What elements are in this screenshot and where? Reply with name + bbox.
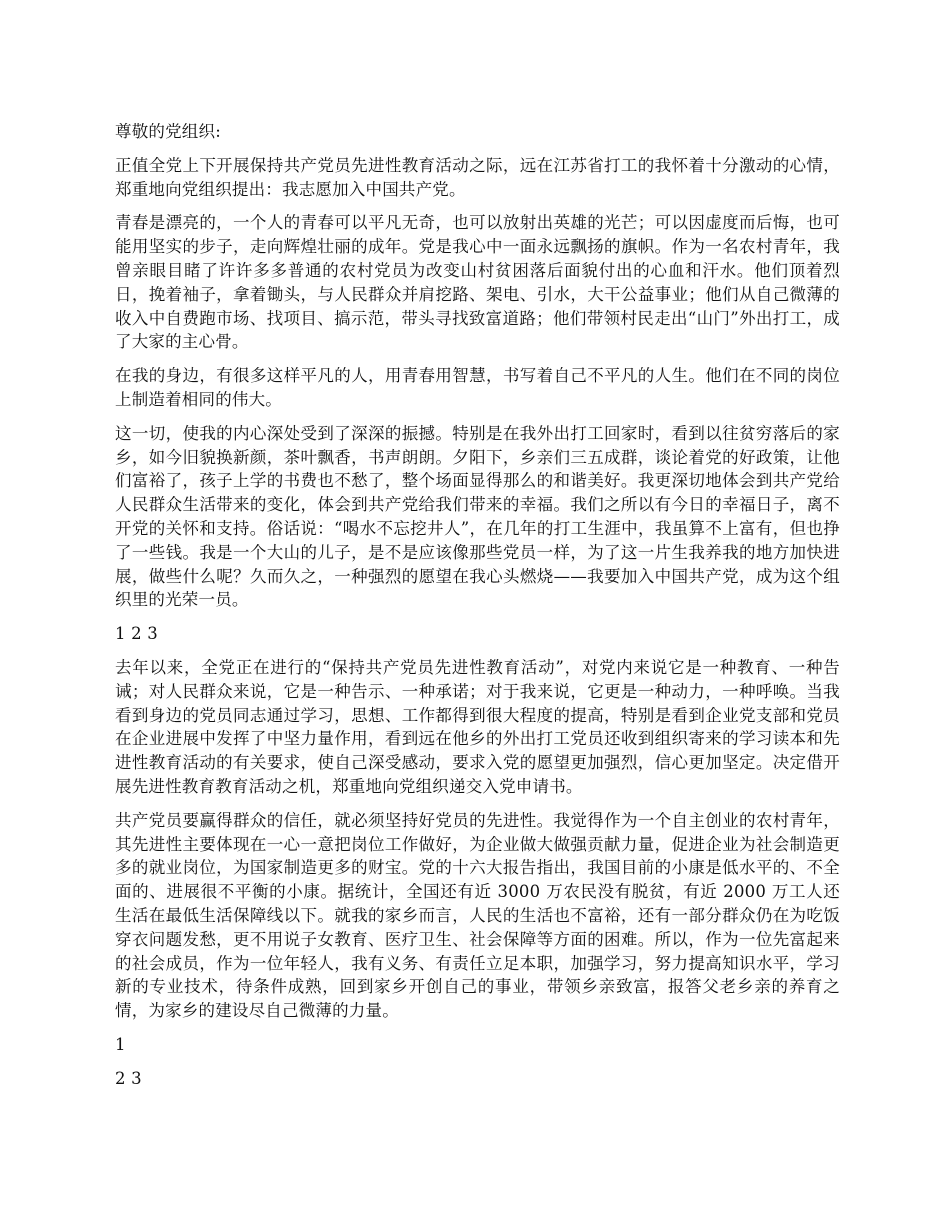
body-paragraph: 青春是漂亮的，一个人的青春可以平凡无奇，也可以放射出英雄的光芒；可以因虚度而后悔，也可能用坚实的步子，走向辉煌壮丽的成年。党是我心中一面永远飘扬的旗帜。作为一名农村青年，我曾亲眼目睹了许许多多普通的农村党员为改变山村贫困落后面貌付出的心血和汗水。他们顶着烈日，挽着袖子，拿着锄头，与人民群众并肩挖路、架电、引水，大干公益事业；他们从自己微薄的收入中自费跑市场、找项目、搞示范，带头寻找致富道路；他们带领村民走出“山门”外出打工，成了大家的主心骨。: [115, 213, 840, 352]
document-page: [115, 120, 840, 1100]
body-paragraph: 共产党员要赢得群众的信任，就必须坚持好党员的先进性。我觉得作为一个自主创业的农村青年，其先进性主要体现在一心一意把岗位工作做好，为企业做大做强贡献力量，促进企业为社会制造更多的就业岗位，为国家制造更多的财宝。党的十六大报告指出，我国目前的小康是低水平的、不全面的、进展很不平衡的小康。据统计，全国还有近 3000 万农民没有脱贫，有近 2000 万工人还生活在最低生活保障线以下。就我的家乡而言，人民的生活也不富裕，还有一部分群众仍在为吃饭穿衣问题发愁，更不用说子女教育、医疗卫生、社会保障等方面的困难。所以，作为一位先富起来的社会成员，作为一位年轻人，我有义务、有责任立足本职，加强学习，努力提高知识水平，学习新的专业技术，待条件成熟，回到家乡开创自己的事业，带领乡亲致富，报答父老乡亲的养育之情，为家乡的建设尽自己微薄的力量。: [115, 810, 840, 1021]
body-paragraph: 这一切，使我的内心深处受到了深深的振撼。特别是在我外出打工回家时，看到以往贫穷落后的家乡，如今旧貌换新颜，茶叶飘香，书声朗朗。夕阳下，乡亲们三五成群，谈论着党的好政策，让他们富裕了，孩子上学的书费也不愁了，整个场面显得那么的和谐美好。我更深切地体会到共产党给人民群众生活带来的变化，体会到共产党给我们带来的幸福。我们之所以有今日的幸福日子，离不开党的关怀和支持。俗话说：“喝水不忘挖井人”，在几年的打工生涯中，我虽算不上富有，但也挣了一些钱。我是一个大山的儿子，是不是应该像那些党员一样，为了这一片生我养我的地方加快进展，做些什么呢？久而久之，一种强烈的愿望在我心头燃烧——我要加入中国共产党，成为这个组织里的光荣一员。: [115, 423, 840, 610]
body-paragraph: 在我的身边，有很多这样平凡的人，用青春用智慧，书写着自己不平凡的人生。他们在不同的岗位上制造着相同的伟大。: [115, 366, 840, 409]
page-number-marker: 1: [115, 1034, 126, 1054]
page-number-marker: 1 2 3: [115, 624, 158, 644]
page-number-marker: 2 3: [115, 1068, 142, 1088]
salutation: 尊敬的党组织:: [115, 122, 221, 141]
body-paragraph: 去年以来，全党正在进行的“保持共产党员先进性教育活动”，对党内来说它是一种教育、一种告诫；对人民群众来说，它是一种告示、一种承诺；对于我来说，它更是一种动力，一种呼唤。当我看到身边的党员同志通过学习，思想、工作都得到很大程度的提高，特别是看到企业党支部和党员在企业进展中发挥了中坚力量作用，看到远在他乡的外出打工党员还收到组织寄来的学习读本和先进性教育活动的有关要求，使自己深受感动，要求入党的愿望更加强烈，信心更加坚定。决定借开展先进性教育教育活动之机，郑重地向党组织递交入党申请书。: [115, 657, 840, 796]
body-paragraph: 正值全党上下开展保持共产党员先进性教育活动之际，远在江苏省打工的我怀着十分激动的心情，郑重地向党组织提出：我志愿加入中国共产党。: [115, 155, 840, 199]
